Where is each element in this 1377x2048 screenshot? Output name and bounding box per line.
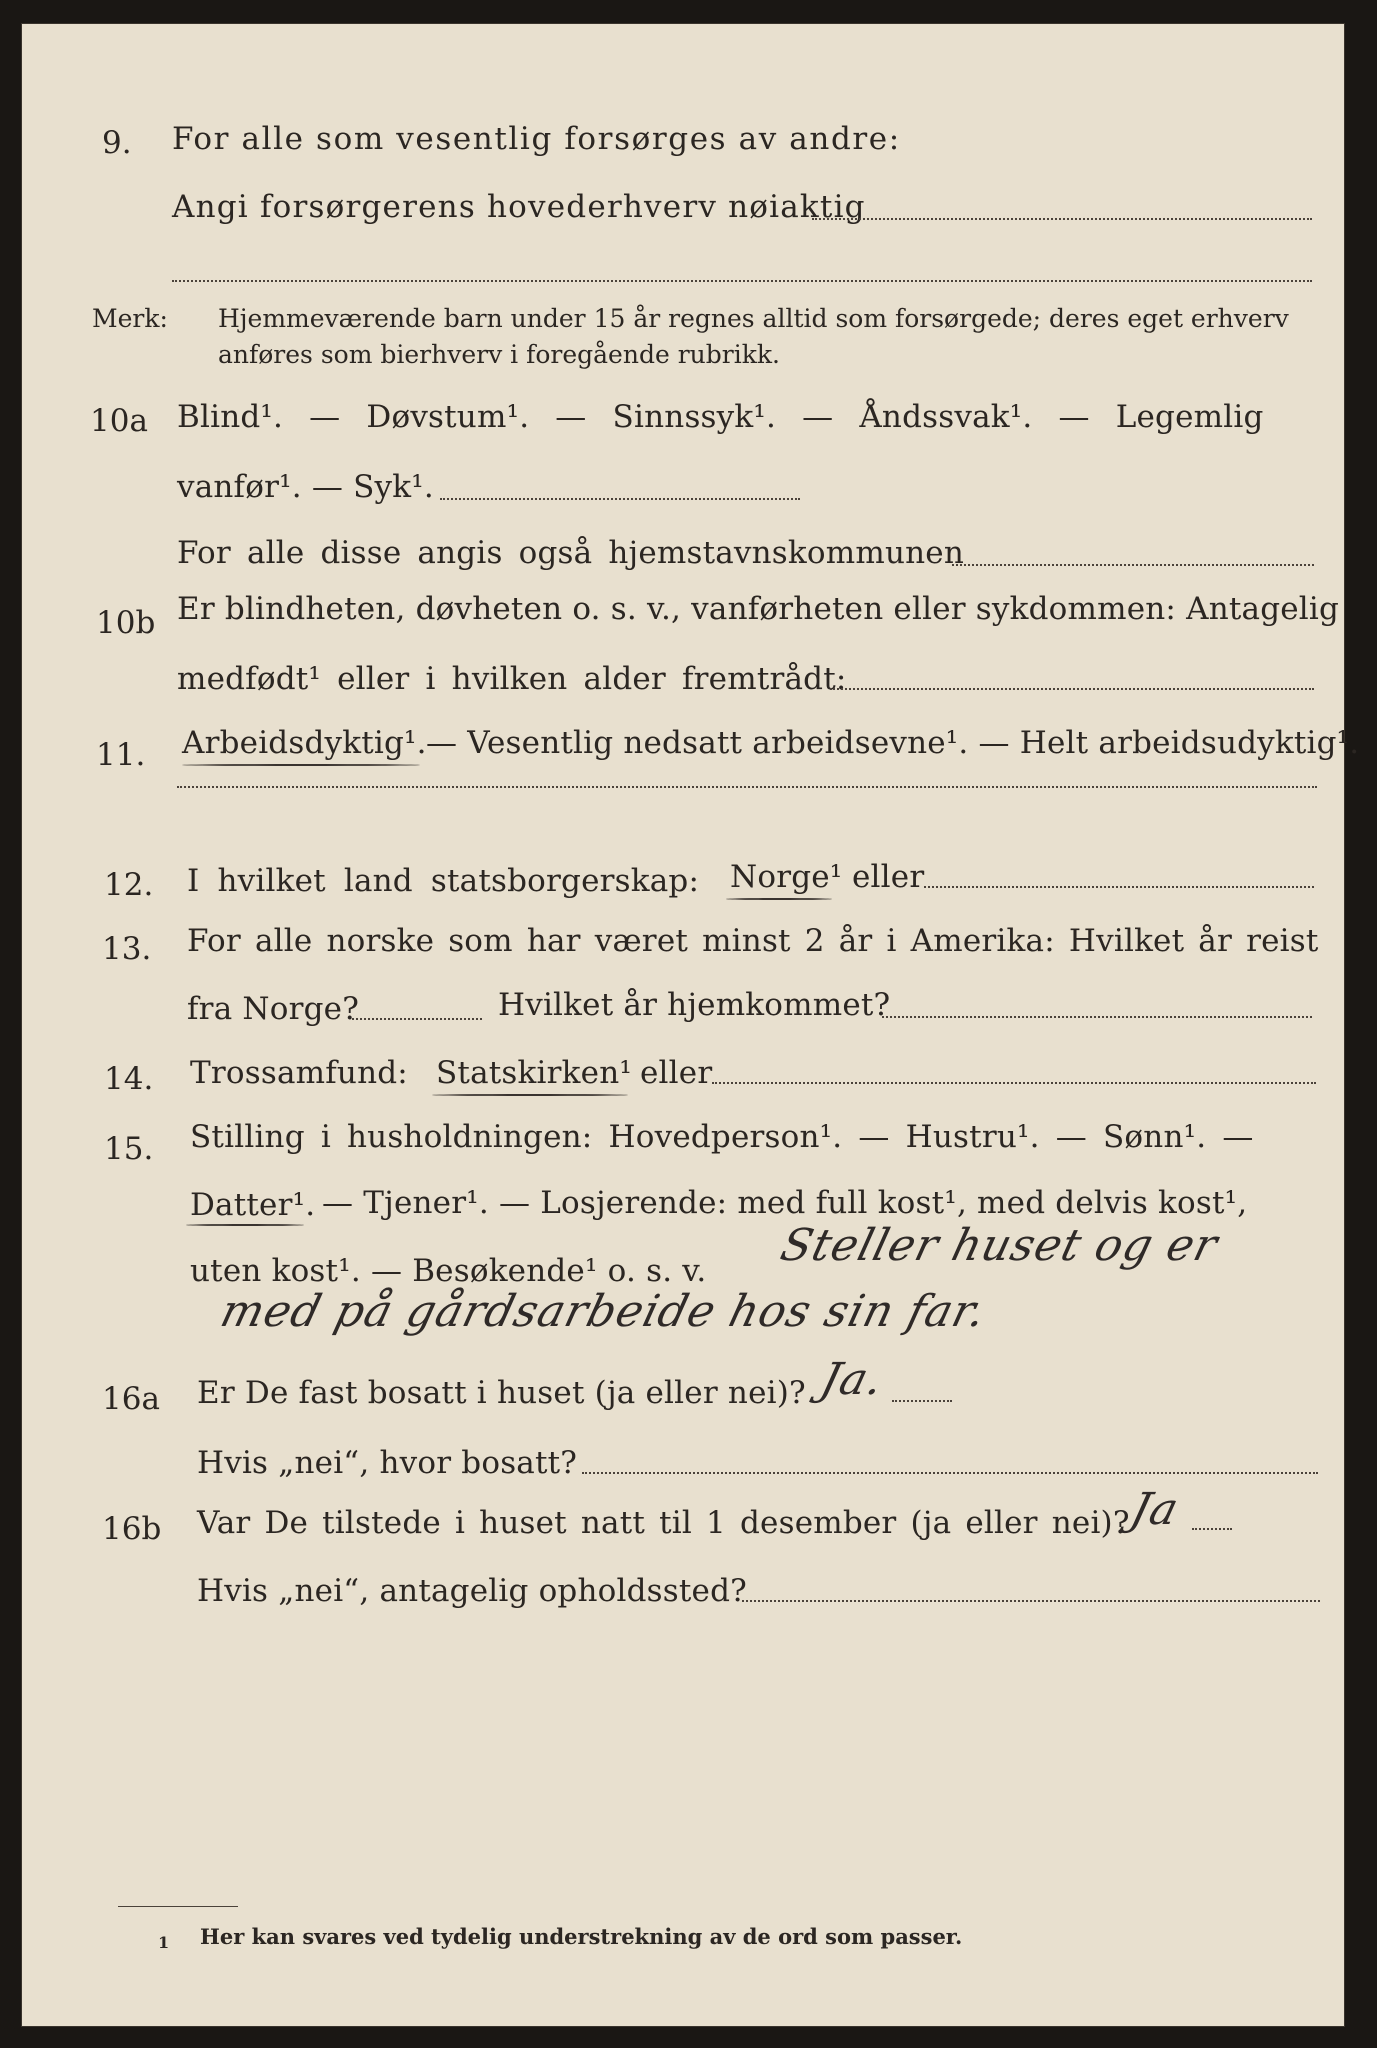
q13-reist-line [352, 1018, 482, 1020]
q10b-answer-line [830, 688, 1314, 690]
q9-text-line2: Angi forsørgerens hovederhverv nøiaktig [172, 189, 866, 225]
q11-number: 11. [96, 737, 146, 773]
q13-number: 13. [102, 931, 152, 967]
q16a-number: 16a [102, 1381, 160, 1417]
q12-underline-mark [726, 898, 832, 900]
q12-text: I hvilket land statsborgerskap: [187, 863, 700, 899]
q10a-text-line3: For alle disse angis også hjemstavnskommunen [177, 535, 964, 571]
footnote-text: Her kan svares ved tydelig understrekning av de ord som passer. [200, 1924, 963, 1949]
q15-text-line2: — Tjener¹. — Losjerende: med full kost¹, med delvis kost¹, [322, 1185, 1248, 1221]
q9-answer-line [812, 218, 1312, 220]
q16b-text-line1: Var De tilstede i huset natt til 1 desember (ja eller nei)? [197, 1505, 1130, 1541]
q16b-answer-line [1192, 1528, 1232, 1530]
q14-answer-line [712, 1082, 1316, 1084]
q15-underline-mark [186, 1224, 304, 1226]
q9-text-line1: For alle som vesentlig forsørges av andre: [172, 121, 901, 157]
q15-number: 15. [104, 1131, 154, 1167]
q15-option-datter: Datter¹. [190, 1187, 316, 1223]
q16a-answer-line [892, 1400, 952, 1402]
q10a-answer-line [440, 498, 800, 500]
merk-label: Merk: [92, 304, 168, 333]
q16a-text-line2: Hvis „nei“, hvor bosatt? [197, 1445, 578, 1481]
q10b-number: 10b [96, 605, 156, 641]
merk-line1: Hjemmeværende barn under 15 år regnes alltid som forsørgede; deres eget erhverv [218, 304, 1289, 333]
q14-option-statskirken: Statskirken¹ [436, 1055, 632, 1091]
footnote-rule [118, 1906, 238, 1907]
q9-answer-line-2 [172, 280, 1312, 282]
q13-hjemkommet-line [882, 1016, 1312, 1018]
merk-line2: anføres som bierhverv i foregående rubrikk. [218, 340, 780, 369]
q9-number: 9. [102, 125, 132, 161]
q15-handwritten-answer-1: Steller huset og er [775, 1220, 1224, 1271]
q12-answer-line [924, 886, 1314, 888]
q16b-number: 16b [102, 1511, 162, 1547]
q14-number: 14. [104, 1061, 154, 1097]
q10a-hjemstavn-line [952, 564, 1314, 566]
q11-option-arbeidsdyktig: Arbeidsdyktig¹. [182, 725, 427, 761]
q13-text-line1: For alle norske som har været minst 2 år i Amerika: Hvilket år reist [187, 923, 1319, 959]
footnote-mark: 1 [158, 1933, 170, 1952]
q10b-text-line2: medfødt¹ eller i hvilken alder fremtrådt: [177, 661, 847, 697]
q15-text-line3: uten kost¹. — Besøkende¹ o. s. v. [190, 1253, 707, 1289]
q14-eller: eller [640, 1055, 713, 1091]
q14-underline-mark [432, 1094, 628, 1096]
q10a-text-line2: vanfør¹. — Syk¹. [177, 469, 434, 505]
q16b-opholdssted-line [742, 1600, 1320, 1602]
q11-text-rest: — Vesentlig nedsatt arbeidsevne¹. — Helt arbeidsudyktig¹. [426, 725, 1360, 761]
q14-text: Trossamfund: [190, 1055, 408, 1091]
q10b-text-line1: Er blindheten, døvheten o. s. v., vanførheten eller sykdommen: Antagelig [177, 591, 1340, 627]
census-form-page [22, 24, 1360, 2026]
q15-text-line1: Stilling i husholdningen: Hovedperson¹. — Hustru¹. — Sønn¹. — [190, 1119, 1254, 1155]
q16a-handwritten-answer: Ja. [815, 1354, 890, 1405]
q10a-number: 10a [90, 403, 148, 439]
q12-eller: eller [852, 859, 925, 895]
q10a-text-line1: Blind¹. — Døvstum¹. — Sinnssyk¹. — Åndssvak¹. — Legemlig [177, 399, 1264, 435]
q15-handwritten-answer-2: med på gårdsarbeide hos sin far. [215, 1286, 992, 1337]
q16b-handwritten-answer: Ja [1125, 1484, 1185, 1535]
q11-underline-mark [182, 764, 420, 766]
q16a-text-line1: Er De fast bosatt i huset (ja eller nei)? [197, 1375, 806, 1411]
q16a-bosatt-line [582, 1472, 1318, 1474]
q12-number: 12. [104, 867, 154, 903]
q13-reist-label: fra Norge? [187, 991, 360, 1027]
q16b-text-line2: Hvis „nei“, antagelig opholdssted? [197, 1573, 747, 1609]
q11-answer-line [177, 786, 1317, 788]
q13-hjemkommet-label: Hvilket år hjemkommet? [498, 987, 891, 1023]
q12-option-norge: Norge¹ [730, 859, 843, 895]
